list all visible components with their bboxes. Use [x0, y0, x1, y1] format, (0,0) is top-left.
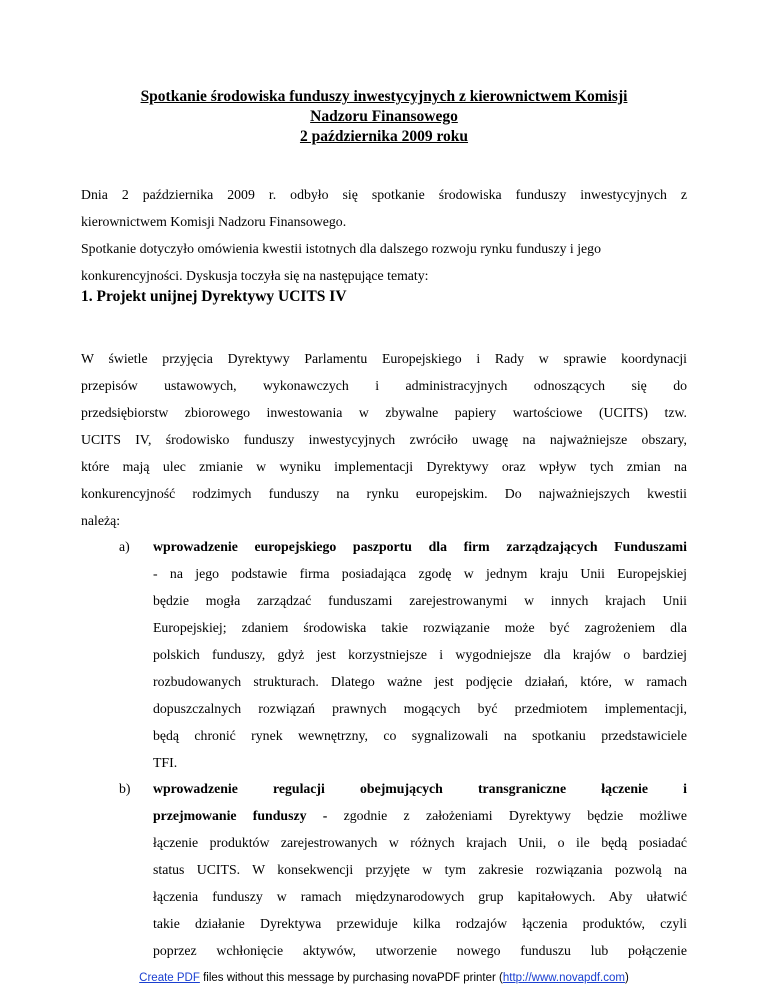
text-line: rozbudowanych strukturach. Dlatego ważne jest podjęcie działań, które, w ramach [153, 674, 687, 689]
text-line: Spotkanie dotyczyło omówienia kwestii istotnych dla dalszego rozwoju rynku funduszy i jego [81, 241, 601, 256]
pdf-footer [0, 972, 768, 984]
text-line: Europejskiej; zdaniem środowiska takie rozwiązanie może być zagrożeniem dla [153, 620, 687, 635]
title-line-3: 2 października 2009 roku [299, 128, 469, 145]
text-line: kierownictwem Komisji Nadzoru Finansowego. [81, 214, 347, 229]
text-line: konkurencyjności. Dyskusja toczyła się na następujące tematy: [81, 268, 429, 283]
text-line: W świetle przyjęcia Dyrektywy Parlamentu Europejskiego i Rady w sprawie koordynacji [81, 351, 687, 366]
text-line: łączenie produktów zarejestrowanych w różnych krajach Unii, o ile będą posiadać [153, 835, 687, 850]
create-pdf-link[interactable]: Create PDF [139, 972, 200, 984]
text-line: UCITS IV, środowisko funduszy inwestycyjnych zwróciło uwagę na najważniejsze obszary, [81, 432, 687, 447]
section-heading: 1. Projekt unijnej Dyrektywy UCITS IV [81, 288, 347, 305]
intro-paragraph [81, 181, 687, 289]
page-title [60, 87, 708, 147]
item-bold-heading: wprowadzenie europejskiego paszportu dla firm zarządzających Funduszami [153, 539, 687, 554]
text-line: przedsiębiorstw zbiorowego inwestowania w zbywalne papiery wartościowe (UCITS) tzw. [81, 405, 687, 420]
section-paragraph [81, 345, 687, 534]
text-line: będzie mogła zarządzać funduszami zarejestrowanymi w innych krajach Unii [153, 593, 687, 608]
list-item-a [119, 533, 687, 776]
text-line: poprzez wchłonięcie aktywów, utworzenie nowego funduszu lub połączenie [153, 943, 687, 958]
text-line: konkurencyjność rodzimych funduszy na rynku europejskim. Do najważniejszych kwestii [81, 486, 687, 501]
title-line-2: Nadzoru Finansowego [310, 108, 458, 125]
text-line: takie działanie Dyrektywa przewiduje kilka rodzajów łączenia produktów, czyli [153, 916, 687, 931]
title-line-1: Spotkanie środowiska funduszy inwestycyjnych z kierownictwem Komisji [140, 88, 628, 105]
text-line: dopuszczalnych rozwiązań prawnych mogących być przedmiotem implementacji, [153, 701, 687, 716]
text-span: zgodnie z założeniami Dyrektywy będzie możliwe [327, 808, 687, 823]
list-item-b [119, 775, 687, 964]
novapdf-link[interactable]: http://www.novapdf.com [502, 972, 625, 984]
text-line: TFI. [153, 755, 178, 770]
text-line [153, 802, 687, 829]
item-bold-heading-cont: przejmowanie funduszy - [153, 808, 328, 823]
text-line: należą: [81, 513, 121, 528]
text-line: które mają ulec zmianie w wyniku implementacji Dyrektywy oraz wpływ tych zmian na [81, 459, 687, 474]
text-line: łączenia funduszy w ramach międzynarodowych grup kapitałowych. Aby ułatwić [153, 889, 687, 904]
text-line: status UCITS. W konsekwencji przyjęte w tym zakresie rozwiązania pozwolą na [153, 862, 687, 877]
text-line: polskich funduszy, gdyż jest korzystniejsze i wygodniejsze dla krajów o bardziej [153, 647, 687, 662]
text-line: przepisów ustawowych, wykonawczych i administracyjnych odnoszących się do [81, 378, 687, 393]
text-line: - na jego podstawie firma posiadająca zgodę w jednym kraju Unii Europejskiej [153, 566, 687, 581]
footer-text: files without this message by purchasing novaPDF printer ( [199, 972, 503, 984]
list-item-label: a) [119, 539, 130, 554]
item-bold-heading: wprowadzenie regulacji obejmujących transgraniczne łączenie i [153, 781, 687, 796]
text-line: Dnia 2 października 2009 r. odbyło się spotkanie środowiska funduszy inwestycyjnych z [81, 187, 687, 202]
list-item-label: b) [119, 781, 131, 796]
footer-text-end: ) [624, 972, 629, 984]
text-line: będą chronić rynek wewnętrzny, co sygnalizowali na spotkaniu przedstawiciele [153, 728, 687, 743]
